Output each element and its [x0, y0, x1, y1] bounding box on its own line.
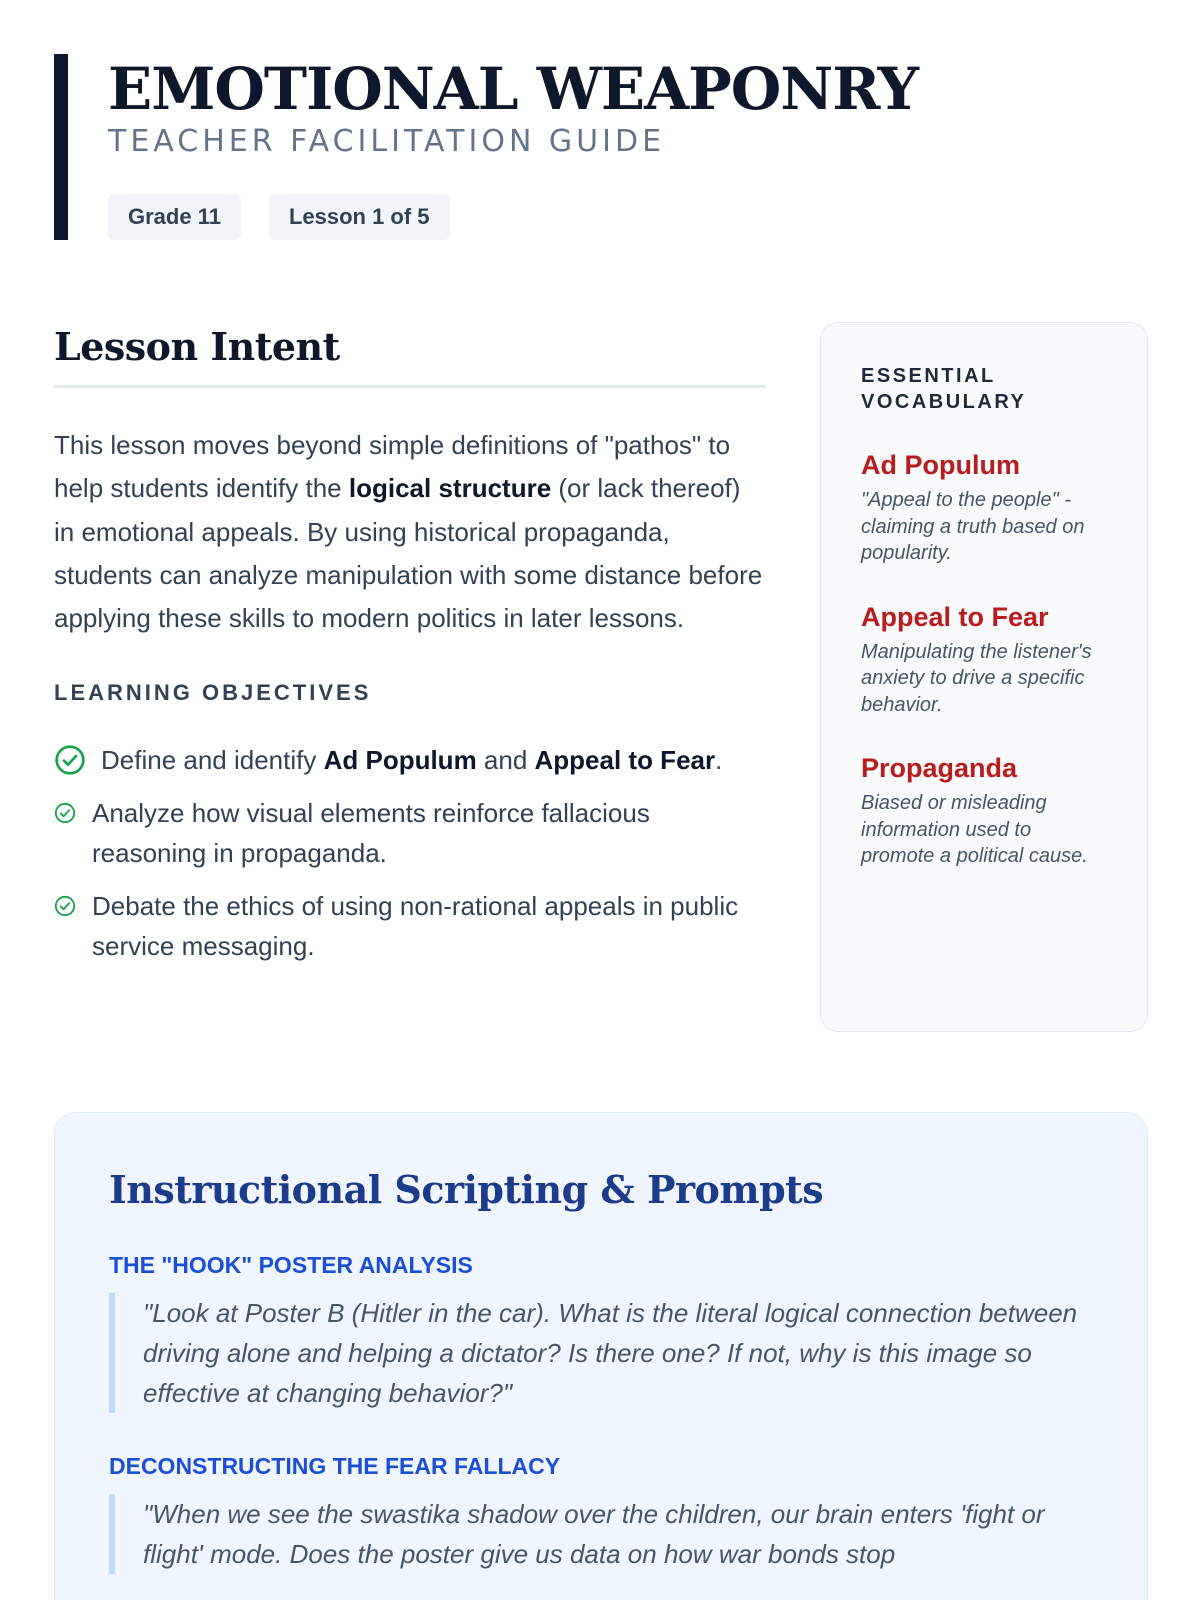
document-header	[54, 54, 1054, 240]
objective-item	[54, 886, 766, 966]
objective-text-mid: and	[476, 745, 535, 776]
check-circle-icon	[54, 895, 76, 917]
vocab-term-name: Propaganda	[861, 753, 1018, 783]
objective-item	[54, 740, 766, 780]
objective-item	[54, 793, 766, 873]
vocab-term-definition: Manipulating the listener's anxiety to drive a specific behavior.	[861, 640, 1092, 716]
objective-term-ad-populum: Ad Populum	[323, 745, 477, 776]
page-title: EMOTIONAL WEAPONRY	[108, 55, 919, 123]
check-circle-icon	[54, 802, 76, 824]
objective-text-prefix: Define and identify	[101, 745, 324, 776]
vocab-term-definition: "Appeal to the people" - claiming a truth based on popularity.	[861, 489, 1085, 564]
vocabulary-card	[820, 322, 1148, 1032]
fear-section-heading: DECONSTRUCTING THE FEAR FALLACY	[109, 1453, 561, 1479]
scripting-heading: Instructional Scripting & Prompts	[109, 1167, 824, 1212]
objective-text: Analyze how visual elements reinforce fallacious reasoning in propaganda.	[92, 798, 650, 869]
vocab-term-propaganda	[861, 752, 1107, 870]
vocab-term-appeal-to-fear	[861, 601, 1107, 719]
intent-text-start: This lesson moves beyond simple definitions of "pathos" to help students identify the	[54, 430, 731, 504]
objectives-list	[54, 740, 766, 966]
objectives-heading: LEARNING OBJECTIVES	[54, 680, 372, 706]
instructional-scripting-section	[54, 1112, 1148, 1600]
fear-prompt-quote: "When we see the swastika shadow over the children, our brain enters 'fight or flight' mode. Does the poster give us data on how war bonds stop	[109, 1494, 1093, 1574]
vocab-term-name: Ad Populum	[861, 450, 1020, 480]
vocab-term-ad-populum	[861, 449, 1107, 567]
lesson-intent-paragraph	[54, 424, 766, 640]
intent-text-end: (or lack thereof) in emotional appeals. By using historical propaganda, students can analyze manipulation with some distance before applying these skills to modern politics in later lessons.	[54, 473, 763, 634]
objective-text-suffix: .	[715, 745, 723, 776]
hook-section-heading: THE "HOOK" POSTER ANALYSIS	[109, 1252, 473, 1278]
hook-prompt-quote: "Look at Poster B (Hitler in the car). What is the literal logical connection between driving alone and helping a dictator? Is there one? If not, why is this image so effective at changing behavior?"	[109, 1293, 1093, 1413]
objective-text: Debate the ethics of using non-rational appeals in public service messaging.	[92, 891, 739, 962]
vocabulary-heading: ESSENTIAL VOCABULARY	[861, 365, 1027, 413]
badge-row	[108, 194, 478, 240]
grade-badge: Grade 11	[108, 194, 241, 240]
lesson-intent-section	[54, 324, 766, 979]
vocab-term-name: Appeal to Fear	[861, 601, 1049, 632]
lesson-badge: Lesson 1 of 5	[269, 194, 450, 240]
vocab-term-definition: Biased or misleading information used to promote a political cause.	[861, 792, 1088, 867]
objective-term-appeal-to-fear: Appeal to Fear	[534, 745, 716, 776]
page-subtitle: TEACHER FACILITATION GUIDE	[108, 124, 666, 159]
intent-text-bold: logical structure	[348, 473, 552, 504]
lesson-intent-heading: Lesson Intent	[54, 324, 766, 388]
check-circle-icon	[54, 744, 86, 776]
